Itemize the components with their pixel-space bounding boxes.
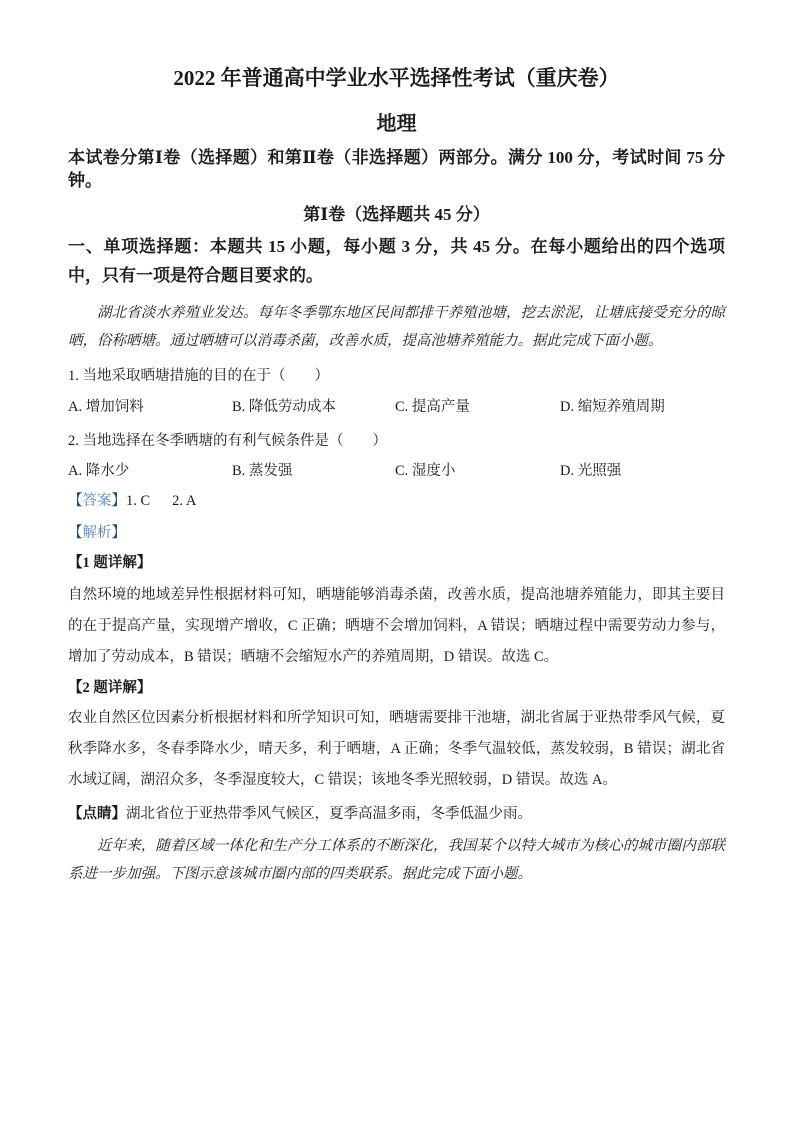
answer-bracket-open: 【 xyxy=(68,493,83,509)
analysis-bracket-close: 】 xyxy=(111,525,126,541)
tip-text: 湖北省位于亚热带季风气候区，夏季高温多雨，冬季低温少雨。 xyxy=(126,806,532,822)
question-1-options xyxy=(68,392,725,422)
section-title: 第Ⅰ卷（选择题共 45 分） xyxy=(303,205,490,224)
question-1-option-b: B. 降低劳动成本 xyxy=(232,399,336,415)
answer-label: 答案 xyxy=(82,493,112,509)
answer-value-1: 1. C xyxy=(126,493,151,509)
analysis-label: 解析 xyxy=(82,525,112,541)
explanation-1-text: 自然环境的地域差异性根据材料可知，晒塘能够消毒杀菌，改善水质，提高池塘养殖能力，即其主要目的在于提高产量，实现增产增收，C 正确；晒塘不会增加饲料，A 错误；晒塘过程中需要劳动力参与，增加了劳动成本，B 错误；晒塘不会缩短水产的养殖周期，D 错误。故选 C。 xyxy=(68,587,725,665)
question-2-option-a: A. 降水少 xyxy=(68,463,130,479)
tip-heading: 【点睛】 xyxy=(68,806,126,822)
analysis-bracket-open: 【 xyxy=(68,525,83,541)
question-1-option-d: D. 缩短养殖周期 xyxy=(560,399,665,415)
answer-value-2: 2. A xyxy=(172,493,197,509)
question-2-option-c: C. 湿度小 xyxy=(395,463,456,479)
question-1-option-c: C. 提高产量 xyxy=(395,399,470,415)
analysis-line xyxy=(68,518,725,548)
subject-title: 地理 xyxy=(376,113,417,135)
explanation-2-heading: 【2 题详解】 xyxy=(68,680,152,696)
answer-line xyxy=(68,486,725,516)
question-1-option-a: A. 增加饲料 xyxy=(68,399,144,415)
passage-material-2: 近年来，随着区域一体化和生产分工体系的不断深化，我国某个以特大城市为核心的城市圈内部联系进一步加强。下图示意该城市圈内部的四类联系。据此完成下面小题。 xyxy=(68,838,725,882)
answer-bracket-close: 】 xyxy=(111,493,126,509)
passage-material-1: 湖北省淡水养殖业发达。每年冬季鄂东地区民间都排干养殖池塘，挖去淤泥，让塘底接受充分的晾晒，俗称晒塘。通过晒塘可以消毒杀菌，改善水质，提高池塘养殖能力。据此完成下面小题。 xyxy=(68,305,725,349)
question-2-options xyxy=(68,456,725,486)
tip-line xyxy=(68,799,725,829)
section-instruction: 一、单项选择题：本题共 15 小题，每小题 3 分，共 45 分。在每小题给出的四个选项中，只有一项是符合题目要求的。 xyxy=(68,237,725,285)
question-2-stem: 2. 当地选择在冬季晒塘的有利气候条件是（ ） xyxy=(68,433,387,449)
exam-info: 本试卷分第Ⅰ卷（选择题）和第Ⅱ卷（非选择题）两部分。满分 100 分，考试时间 75 分钟。 xyxy=(68,148,725,190)
question-2-option-d: D. 光照强 xyxy=(560,463,622,479)
question-1-stem: 1. 当地采取晒塘措施的目的在于（ ） xyxy=(68,368,329,384)
explanation-2-text: 农业自然区位因素分析根据材料和所学知识可知，晒塘需要排干池塘，湖北省属于亚热带季风气候，夏秋季降水多，冬春季降水少，晴天多，利于晒塘，A 正确；冬季气温较低，蒸发较弱，B 错误；湖北省水域辽阔，湖沼众多，冬季湿度较大，C 错误；该地冬季光照较弱，D 错误。故选 A。 xyxy=(68,710,725,788)
page-title: 2022 年普通高中学业水平选择性考试（重庆卷） xyxy=(173,66,620,90)
explanation-1-heading: 【1 题详解】 xyxy=(68,555,152,571)
question-2-option-b: B. 蒸发强 xyxy=(232,463,293,479)
